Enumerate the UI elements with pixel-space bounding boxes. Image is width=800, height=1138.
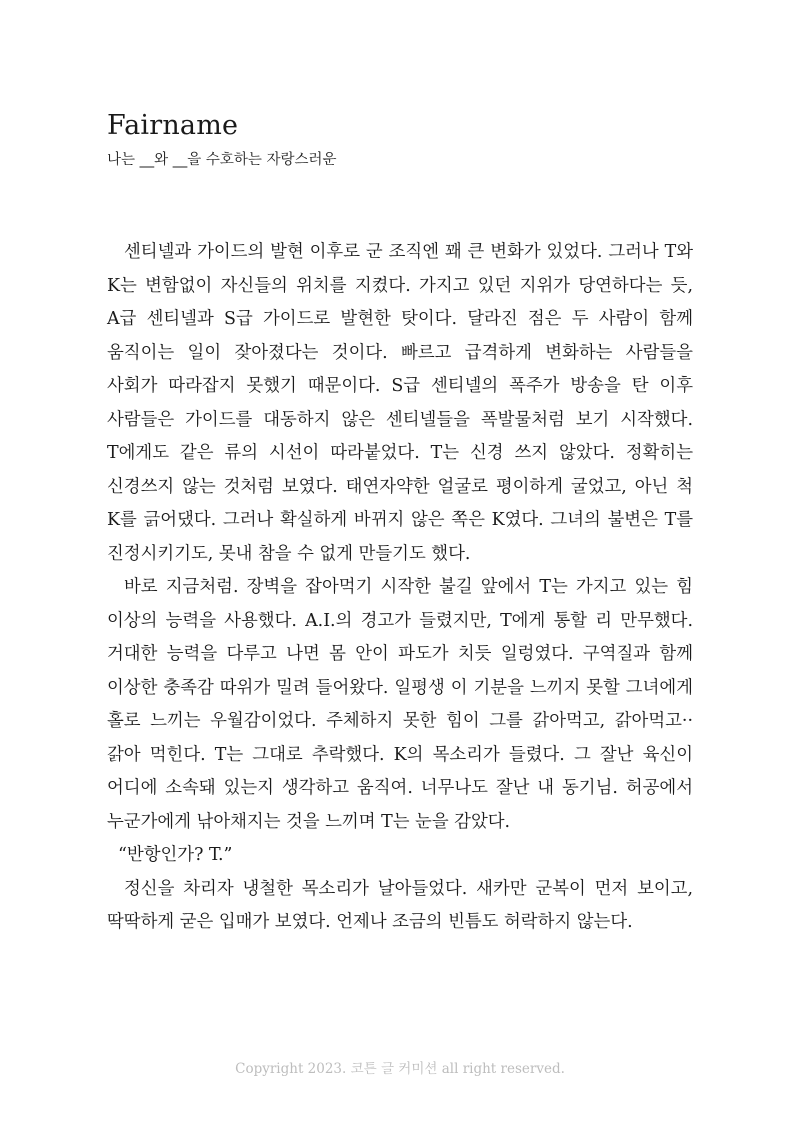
copyright-footer: Copyright 2023. 코튼 글 커미션 all right reserved. (235, 1061, 565, 1077)
document-page (107, 108, 693, 940)
body-paragraph: 바로 지금처럼. 장벽을 잡아먹기 시작한 불길 앞에서 T는 가지고 있는 힘 이상의 능력을 사용했다. A.I.의 경고가 들렸지만, T에게 통할 리 만무했다. 거대한 능력을 다루고 나면 몸 안이 파도가 치듯 일렁였다. 구역질과 함께 이상한 충족감 따위가 밀려 들어왔다. 일평생 이 기분을 느끼지 못할 그녀에게 홀로 느끼는 우월감이었다. 주체하지 못한 힘이 그를 갉아먹고, 갉아먹고·· 갉아 먹힌다. T는 그대로 추락했다. K의 목소리가 들렸다. 그 잘난 육신이 어디에 소속돼 있는지 생각하고 움직여. 너무나도 잘난 내 동기님. 허공에서 누군가에게 낚아채지는 것을 느끼며 T는 눈을 감았다. (107, 577, 693, 832)
body-paragraph: 센티넬과 가이드의 발현 이후로 군 조직엔 꽤 큰 변화가 있었다. 그러나 T와 K는 변함없이 자신들의 위치를 지켰다. 가지고 있던 지위가 당연하다는 듯, A급 센티넬과 S급 가이드로 발현한 탓이다. 달라진 점은 두 사람이 함께 움직이는 일이 잦아졌다는 것이다. 빠르고 급격하게 변화하는 사람들을 사회가 따라잡지 못했기 때문이다. S급 센티넬의 폭주가 방송을 탄 이후 사람들은 가이드를 대동하지 않은 센티넬들을 폭발물처럼 보기 시작했다. T에게도 같은 류의 시선이 따라붙었다. T는 신경 쓰지 않았다. 정확히는 신경쓰지 않는 것처럼 보였다. 태연자약한 얼굴로 평이하게 굴었고, 아닌 척 K를 긁어댔다. 그러나 확실하게 바뀌지 않은 쪽은 K였다. 그녀의 불변은 T를 진정시키기도, 못내 참을 수 없게 만들기도 했다. (107, 242, 693, 564)
story-body (107, 236, 693, 940)
document-title: Fairname (107, 110, 239, 141)
body-paragraph: 정신을 차리자 냉철한 목소리가 날아들었다. 새카만 군복이 먼저 보이고, 딱딱하게 굳은 입매가 보였다. 언제나 조금의 빈틈도 허락하지 않는다. (107, 878, 693, 932)
dialogue-line: “반항인가? T.” (118, 845, 233, 865)
document-subtitle: 나는 __와 __을 수호하는 자랑스러운 (107, 152, 337, 168)
